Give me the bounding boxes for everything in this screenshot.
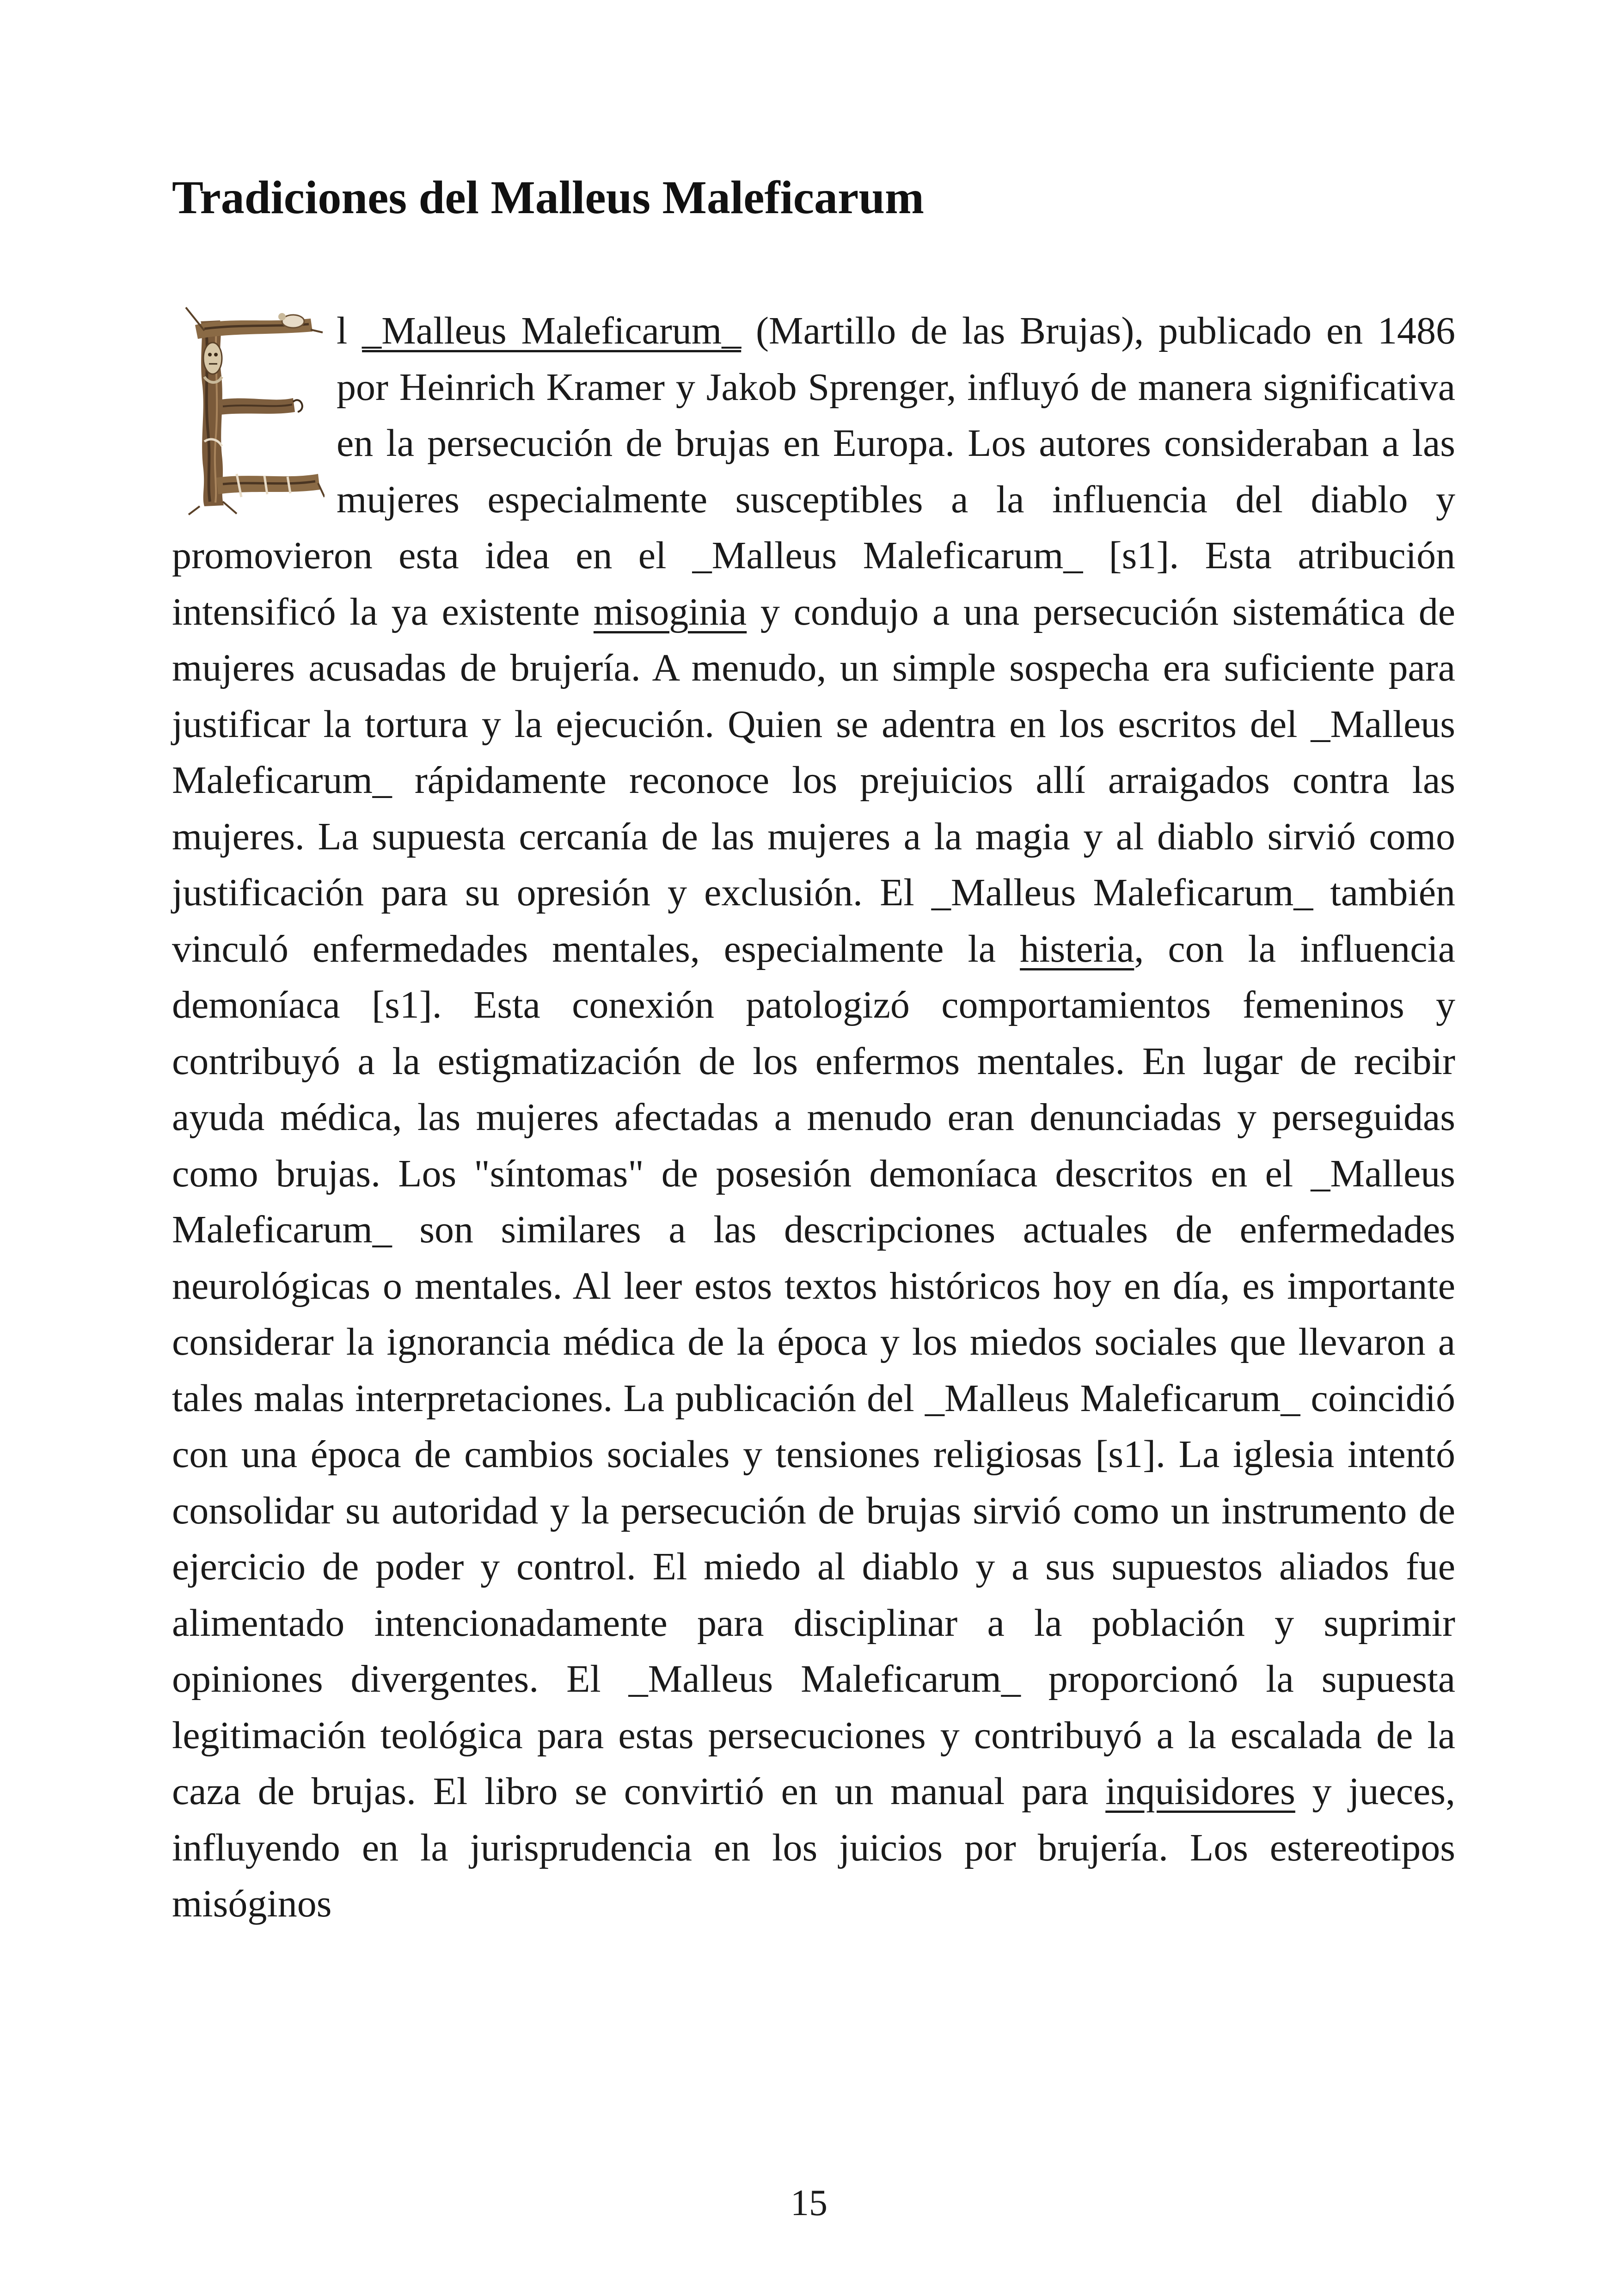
drop-cap-e-illustration	[172, 303, 325, 516]
page-number: 15	[791, 2183, 827, 2223]
paragraph-text-1: (Martillo de las Brujas), publicado en 1486 por Heinrich Kramer y Jakob Sprenger, influyó de manera significativa en la persecución de brujas en Europa. Los autores consideraban a las mujeres especialmente susceptibles a la influencia del diablo y promovieron esta idea en el _Malleus Maleficarum_ [s1]. Esta atribución intensificó la ya existente	[172, 309, 1456, 633]
body-paragraph	[172, 303, 1455, 1932]
drop-cap-sticks-icon	[172, 303, 325, 516]
paragraph-text-3: , con la influencia demoníaca [s1]. Esta conexión patologizó comportamientos femeninos y contribuyó a la estigmatización de los enfermos mentales. En lugar de recibir ayuda médica, las mujeres afectadas a menudo eran denunciadas y perseguidas como brujas. Los "síntomas" de posesión demoníaca descritos en el _Malleus Maleficarum_ son similares a las descripciones actuales de enfermedades neurológicas o mentales. Al leer estos textos históricos hoy en día, es importante considerar la ignorancia médica de la época y los miedos sociales que llevaron a tales malas interpretaciones. La publicación del _Malleus Maleficarum_ coincidió con una época de cambios sociales y tensiones religiosas [s1]. La iglesia intentó consolidar su autoridad y la persecución de brujas sirvió como un instrumento de ejercicio de poder y control. El miedo al diablo y a sus supuestos aliados fue alimentado intencionadamente para disciplinar a la población y suprimir opiniones divergentes. El _Malleus Maleficarum_ proporcionó la supuesta legitimación teológica para estas persecuciones y contribuyó a la escalada de la caza de brujas. El libro se convirtió en un manual para	[172, 927, 1455, 1813]
term-link-histeria[interactable]: histeria	[1020, 927, 1134, 970]
term-link-malleus-maleficarum[interactable]: _Malleus Maleficarum_	[362, 309, 742, 352]
term-link-misoginia[interactable]: misoginia	[593, 590, 747, 633]
paragraph-text-2: y condujo a una persecución sistemática de mujeres acusadas de brujería. A menudo, un simple sospecha era suficiente para justificar la tortura y la ejecución. Quien se adentra en los escritos del _Malleus Maleficarum_ rápidamente reconoce los prejuicios allí arraigados contra las mujeres. La supuesta cercanía de las mujeres a la magia y al diablo sirvió como justificación para su opresión y exclusión. El _Malleus Maleficarum_ también vinculó enfermedades mentales, especialmente la	[172, 590, 1455, 970]
paragraph-text-4: y jueces, influyendo en la jurisprudencia en los juicios por brujería. Los estereotipos misóginos	[172, 1770, 1455, 1925]
term-link-inquisidores[interactable]: inquisidores	[1105, 1770, 1295, 1813]
page-title: Tradiciones del Malleus Maleficarum	[172, 172, 925, 224]
paragraph-text-0: l	[337, 309, 362, 352]
